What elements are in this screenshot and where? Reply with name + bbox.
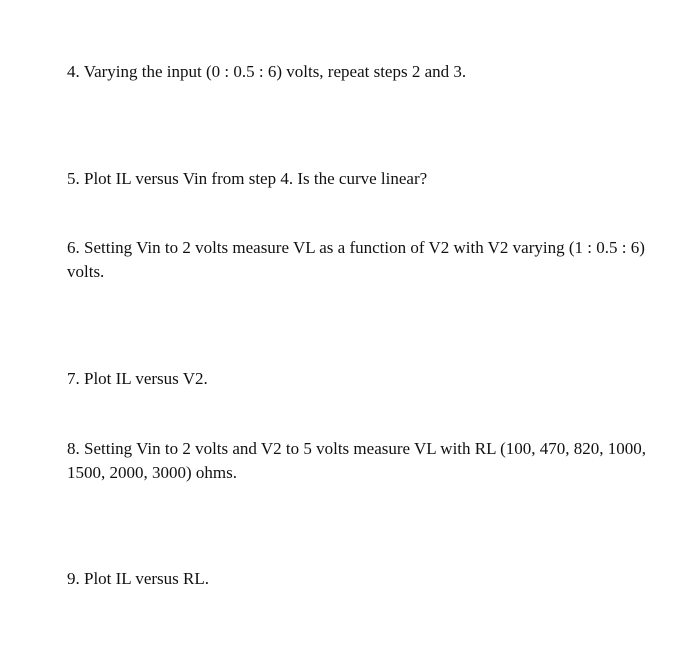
step-7-text: 7. Plot IL versus V2. (67, 369, 208, 388)
step-4-text: 4. Varying the input (0 : 0.5 : 6) volts, repeat steps 2 and 3. (67, 62, 467, 81)
step-5-text: 5. Plot IL versus Vin from step 4. Is the curve linear? (67, 169, 428, 188)
step-6-text: 6. Setting Vin to 2 volts measure VL as a function of V2 with V2 varying (1 : 0.5 : 6) volts. (67, 238, 645, 281)
step-8-text: 8. Setting Vin to 2 volts and V2 to 5 volts measure VL with RL (100, 470, 820, 1000, 1500, 2000, 3000) ohms. (67, 439, 647, 482)
step-9-text: 9. Plot IL versus RL. (67, 569, 209, 588)
